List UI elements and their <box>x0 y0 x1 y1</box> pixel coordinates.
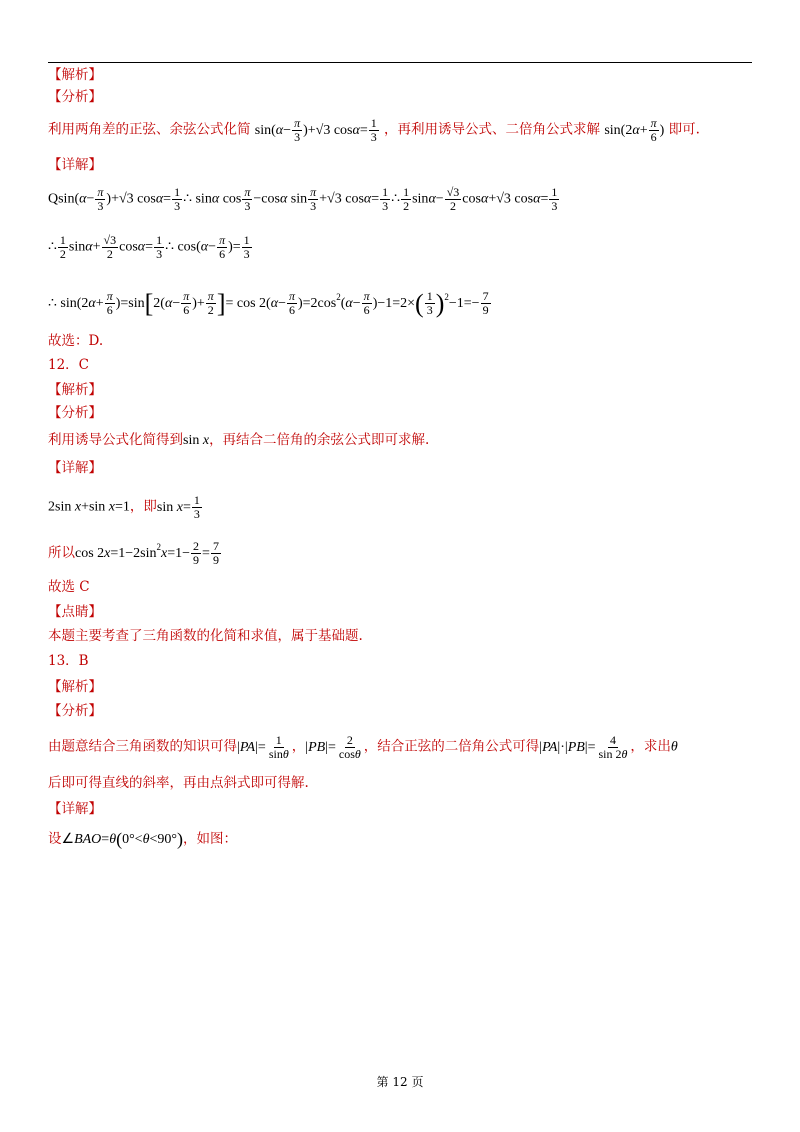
tag-xiangjie: 【详解】 <box>48 157 102 173</box>
tag-jiexi: 【解析】 <box>48 67 102 83</box>
q11-detail-line1: Qsin(α− $\frac{\pi}{3}$ )+√3 cosα= $\frac{1}{3}$ ∴ sinα cos $\frac{\pi}{3}$ −cosα sin $\frac{\pi}{3}$ +√3 cosα= $\frac{1}{3}$ ∴ $\frac{1}{2}$ sinα− $\frac{√3}{2}$ cosα+√3 cosα= $\frac{1}{3}$ <box>48 185 558 213</box>
q12-sinx-value: sin x= $\frac{1}{3}$ <box>156 493 200 521</box>
q11-analysis-text-a: 利用两角差的正弦、余弦公式化简 <box>48 121 251 138</box>
q13-analysis-text-a: 由题意结合三角函数的知识可得 <box>48 738 237 755</box>
header-rule <box>48 62 752 63</box>
q11-detail-line3: ∴ sin(2α+ $\frac{\pi}{6}$ )=sin[2(α− $\frac{\pi}{6}$ )+ $\frac{\pi}{2}$ ]= cos 2(α− $\frac{\pi}{6}$ )$=2\cos^2(\alpha-$ $\frac{\pi}{6}$ )−1=2×( $\frac{1}{3}$ )$^2$−1=− $\frac{7}{9}$ <box>48 289 489 318</box>
q13-analysis-text-c: ，求出 <box>630 738 671 755</box>
q12-analysis-text-b: ，再结合二倍角的余弦公式即可求解. <box>209 432 430 448</box>
q13-analysis-cont: 后即可得直线的斜率，再由点斜式即可得解. <box>48 775 309 791</box>
q12-comment: 本题主要考查了三角函数的化简和求值，属于基础题. <box>48 628 363 644</box>
q13-pb: |PB|= $\frac{2}{\cos\theta}$ <box>305 733 361 761</box>
q13-product: |PA|·|PB|= $\frac{4}{\sin 2\theta}$ <box>539 733 628 761</box>
q13-pa: |PA|= $\frac{1}{\sin\theta}$ <box>237 733 289 761</box>
q13-tag-xiangjie: 【详解】 <box>48 801 102 817</box>
q13-angle-def: ∠BAO=θ(0°<θ<90°) <box>61 829 183 849</box>
q13-analysis-text-b: ，结合正弦的二倍角公式可得 <box>363 738 540 755</box>
q12-sinx: sin x <box>183 433 210 448</box>
q13-analysis-sep: ， <box>291 738 306 755</box>
page-number: 第 12 页 <box>376 1075 424 1089</box>
q12-detail-prefix: 所以 <box>48 545 75 561</box>
q12-tag-dianjing: 【点睛】 <box>48 604 102 620</box>
q12-tag-jiexi: 【解析】 <box>48 382 102 398</box>
q13-tag-jiexi: 【解析】 <box>48 679 102 695</box>
tag-fenxi: 【分析】 <box>48 89 102 105</box>
q12-cos2x: $\cos 2x=1-2\sin^2x=1-$ $\frac{2}{9}$ = $\frac{7}{9}$ <box>75 539 219 568</box>
q12-heading: 12．C <box>48 357 90 373</box>
q11-given-formula: sin(α− $\frac{\pi}{3}$ )+√3 cosα= $\frac{1}{3}$ <box>254 116 377 144</box>
q11-analysis-text-c: 即可. <box>668 121 700 138</box>
q13-analysis <box>48 734 678 761</box>
q12-answer: 故选 C <box>48 579 90 595</box>
q11-analysis-text-b: ，再利用诱导公式、二倍角公式求解 <box>384 121 601 138</box>
q13-theta: θ <box>670 739 678 755</box>
q13-detail-text-b: ，如图： <box>182 831 237 847</box>
q12-detail-line1 <box>48 494 203 521</box>
q12-tag-fenxi: 【分析】 <box>48 405 102 421</box>
q11-detail-line2: ∴ $\frac{1}{2}$ sinα+ $\frac{√3}{2}$ cosα= $\frac{1}{3}$ ∴ cos(α− $\frac{\pi}{6}$ )= $\frac{1}{3}$ <box>48 233 250 261</box>
q12-analysis <box>48 431 429 450</box>
q11-target-formula: sin(2α+ $\frac{\pi}{6}$ ) <box>604 116 665 144</box>
q12-equation: 2sin x+sin x=1 <box>48 499 130 515</box>
q12-analysis-text-a: 利用诱导公式化简得到 <box>48 432 183 448</box>
q13-tag-fenxi: 【分析】 <box>48 703 102 719</box>
q13-detail-text-a: 设 <box>48 831 62 847</box>
q12-detail-line2 <box>48 538 222 567</box>
q13-detail-line1 <box>48 830 237 849</box>
q13-heading: 13．B <box>48 653 89 669</box>
q12-tag-xiangjie: 【详解】 <box>48 460 102 476</box>
q11-analysis <box>48 117 700 144</box>
q11-answer: 故选：D. <box>48 333 104 349</box>
q12-detail-mid: ，即 <box>129 498 157 515</box>
